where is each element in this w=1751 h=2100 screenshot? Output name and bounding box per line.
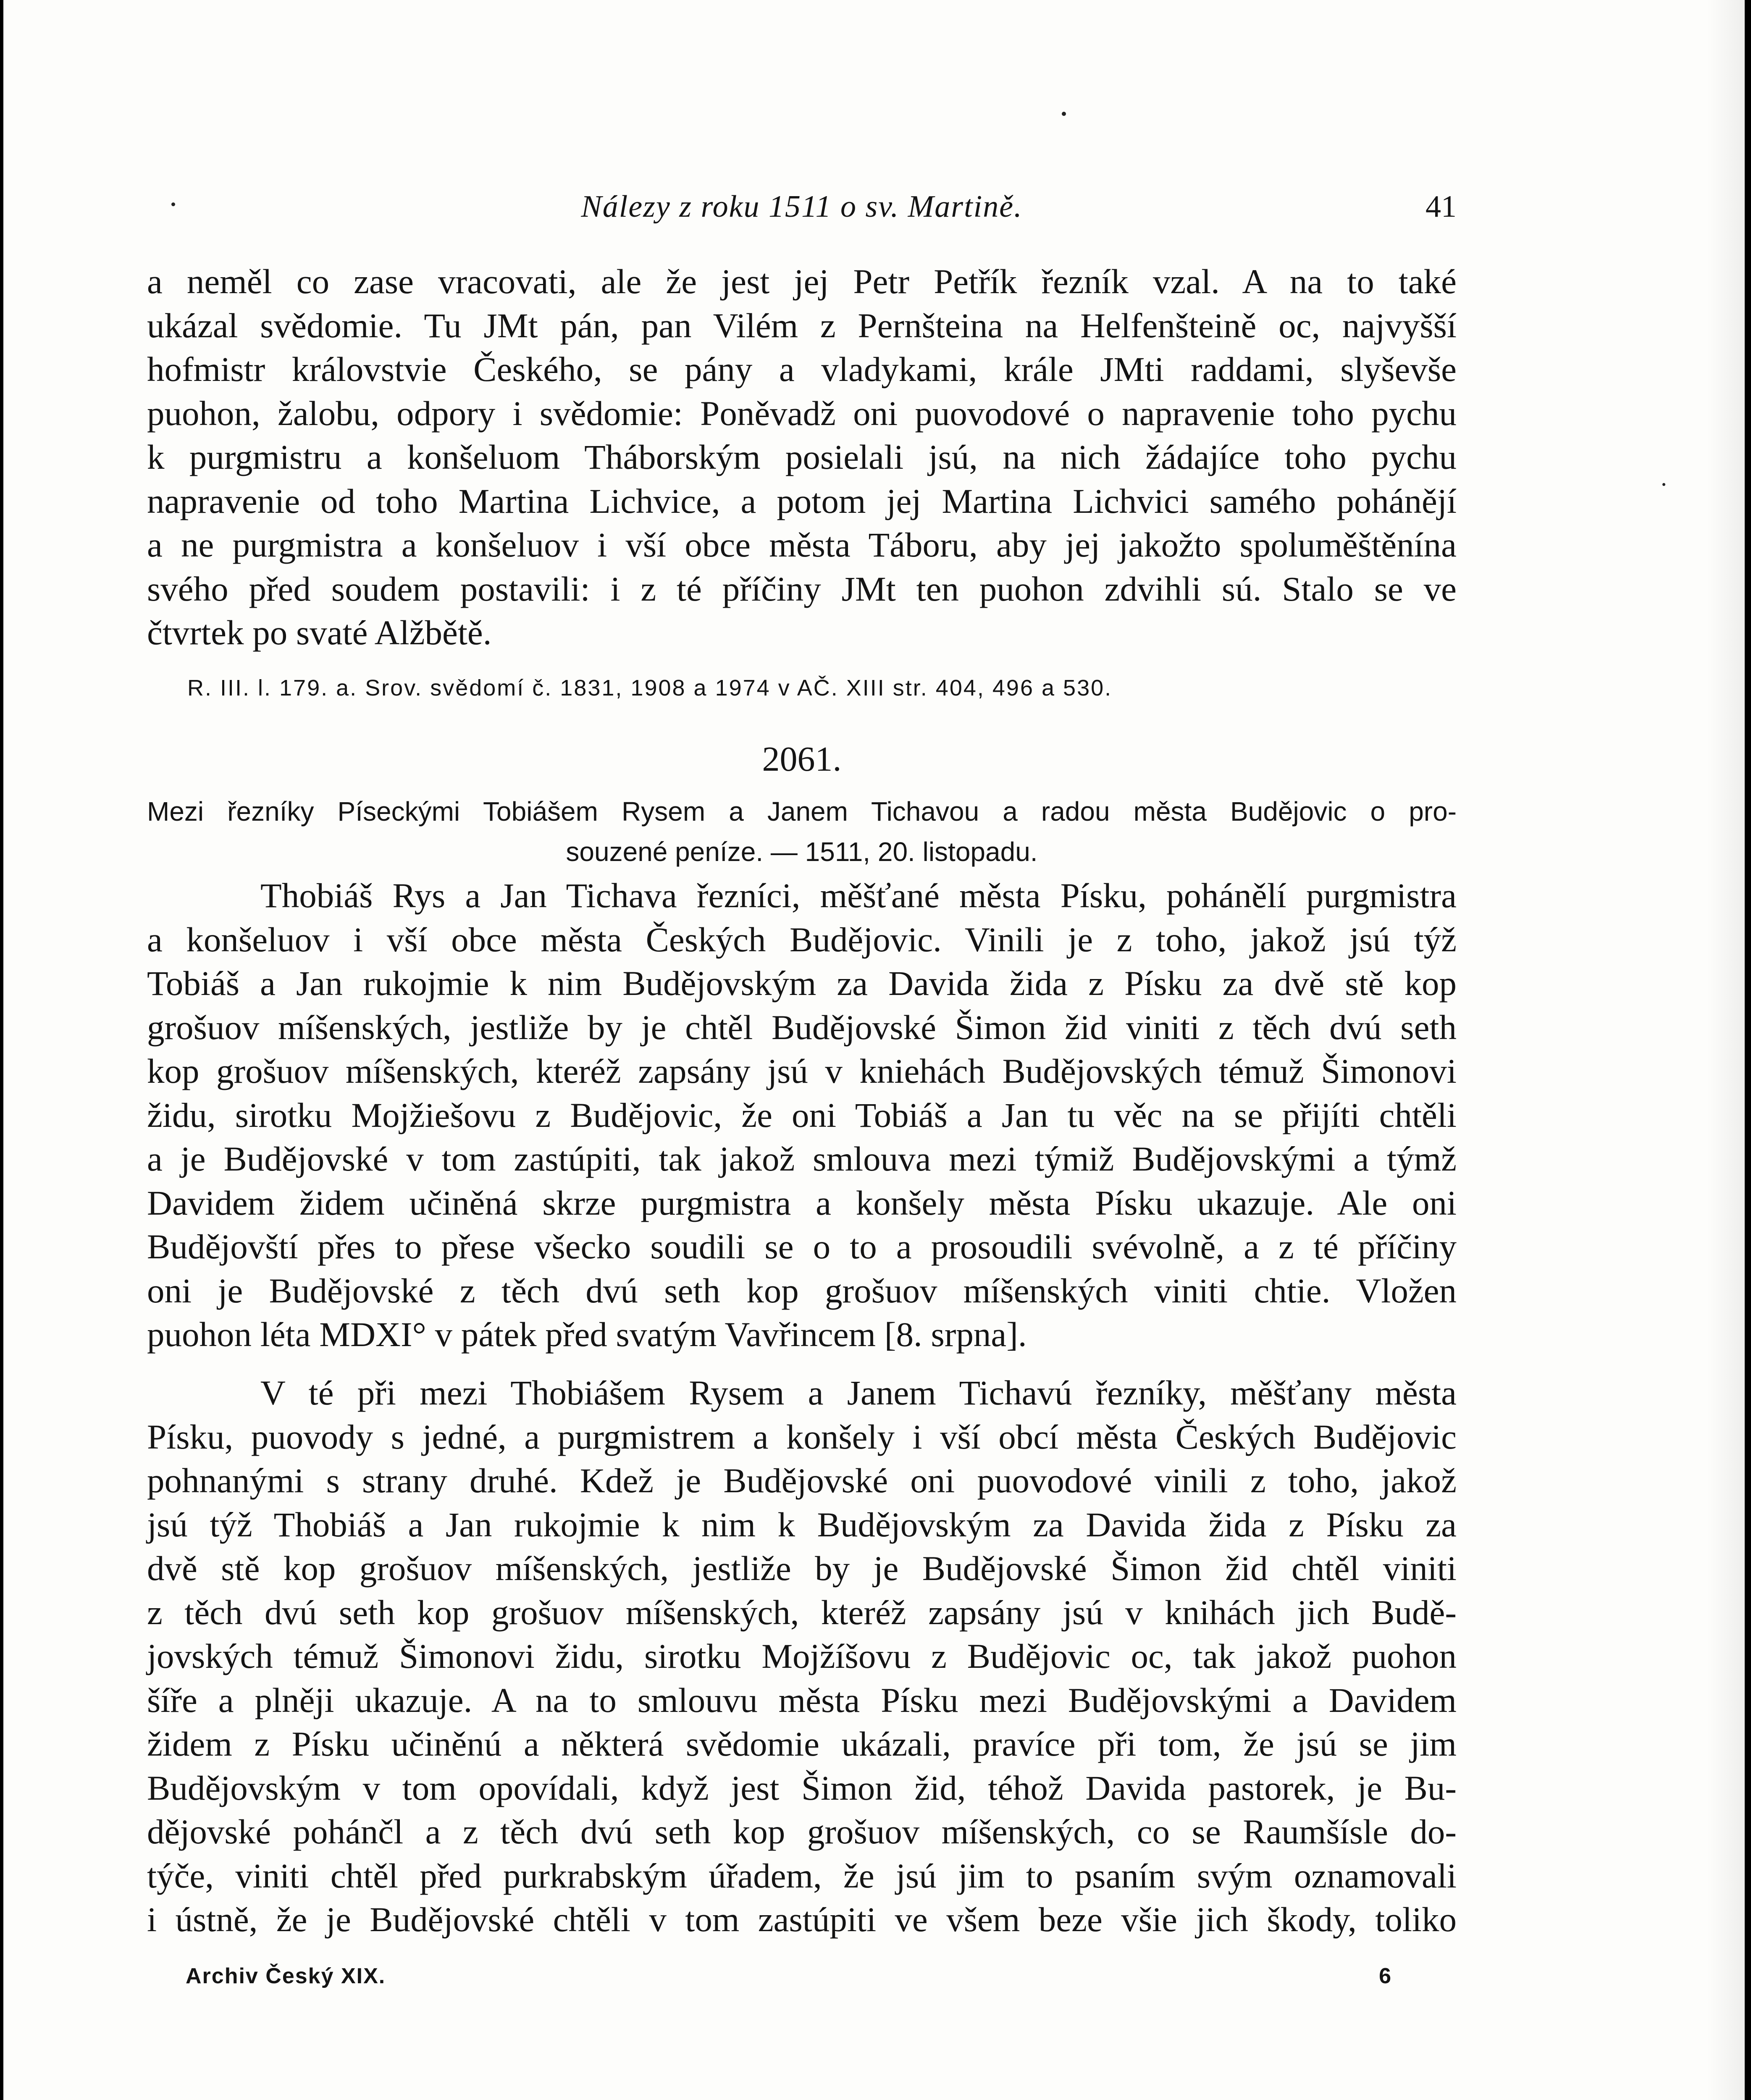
page-header [147, 186, 1457, 236]
text-line: a je Budějovské v tom zastúpiti, tak jakož smlouva mezi týmiž Budějovskými a týmž [147, 1139, 1457, 1178]
text-line: z těch dvú seth kop grošuov míšenských, kteréž zapsány jsú v knihách jich Budě- [147, 1593, 1457, 1632]
text-line: grošuov míšenských, jestliže by je chtěl Budějovské Šimon žid viniti z těch dvú seth [147, 1008, 1457, 1047]
scan-speck [1062, 112, 1066, 116]
text-line: kop grošuov míšenských, kteréž zapsány jsú v kniehách Budějovských témuž Šimonovi [147, 1052, 1457, 1090]
document-page [3, 0, 1745, 2100]
text-line: šíře a plněji ukazuje. A na to smlouvu města Písku mezi Budějovskými a Davidem [147, 1680, 1457, 1719]
text-line: dvě stě kop grošuov míšenských, jestliže by je Budějovské Šimon žid chtěl viniti [147, 1549, 1457, 1588]
regest-line: souzené peníze. — 1511, 20. listopadu. [566, 837, 1038, 867]
volume-signature: Archiv Český XIX. [186, 1964, 386, 1988]
scan-speck [1662, 483, 1665, 486]
text-line: svého před soudem postavili: i z té příčiny JMt ten puohon zdvihli sú. Stalo se ve [147, 569, 1457, 608]
text-line: jsú týž Thobiáš a Jan rukojmie k nim k Budějovským za Davida žida z Písku za [147, 1505, 1457, 1544]
entry-number: 2061. [762, 740, 842, 779]
entry-paragraph-2 [147, 1371, 1457, 1942]
source-note: R. III. l. 179. a. Srov. svědomí č. 1831, 1908 a 1974 v AČ. XIII str. 404, 496 a 530. [187, 675, 1113, 701]
page-number: 41 [1425, 189, 1457, 224]
text-line: Budějovští přes to přese všecko soudili se o to a prosoudili svévolně, a z té příčiny [147, 1227, 1457, 1266]
text-line: Thobiáš Rys a Jan Tichava řezníci, měšťané města Písku, pohánělí purgmistra [260, 876, 1457, 915]
scan-speck [171, 202, 175, 206]
text-line: jovských témuž Šimonovi židu, sirotku Mojžíšovu z Budějovic oc, tak jakož puohon [147, 1637, 1457, 1675]
text-line: židu, sirotku Mojžiešovu z Budějovic, že oni Tobiáš a Jan tu věc na se přijíti chtěli [147, 1095, 1457, 1134]
text-line: Davidem židem učiněná skrze purgmistra a konšely města Písku ukazuje. Ale oni [147, 1183, 1457, 1222]
text-line: k purgmistru a konšeluom Tháborským posielali jsú, na nich žádajíce toho pychu [147, 438, 1457, 476]
running-title: Nálezy z roku 1511 o sv. Martině. [581, 189, 1023, 224]
entry-paragraph-1 [147, 874, 1457, 1357]
page-edge-shadow [1707, 0, 1745, 2100]
text-line: Budějovským v tom opovídali, když jest Šimon žid, téhož Davida pastorek, je Bu- [147, 1768, 1457, 1807]
regest-line: Mezi řezníky Píseckými Tobiášem Rysem a Janem Tichavou a radou města Budějovic o pro- [147, 796, 1457, 827]
continuation-paragraph [147, 260, 1457, 655]
sheet-number: 6 [1379, 1964, 1391, 1988]
text-line: oni je Budějovské z těch dvú seth kop grošuov míšenských viniti chtie. Vložen [147, 1271, 1457, 1310]
text-line: napravenie od toho Martina Lichvice, a potom jej Martina Lichvici samého pohánějí [147, 481, 1457, 520]
text-line: puohon léta MDXI° v pátek před svatým Vavřincem [8. srpna]. [147, 1315, 1027, 1354]
text-line: puohon, žalobu, odpory i svědomie: Poněvadž oni puovodové o napravenie toho pychu [147, 394, 1457, 433]
text-line: týče, viniti chtěl před purkrabským úřadem, že jsú jim to psaním svým oznamovali [147, 1856, 1457, 1895]
text-line: i ústně, že je Budějovské chtěli v tom zastúpiti ve všem beze všie jich škody, toliko [147, 1900, 1457, 1939]
text-line: ukázal svědomie. Tu JMt pán, pan Vilém z Pernšteina na Helfenšteině oc, najvyšší [147, 306, 1457, 345]
text-line: hofmistr královstvie Českého, se pány a vladykami, krále JMti raddami, slyševše [147, 350, 1457, 388]
text-line: Písku, puovody s jedné, a purgmistrem a konšely i vší obcí města Českých Budějovic [147, 1417, 1457, 1456]
text-line: čtvrtek po svaté Alžbětě. [147, 613, 492, 652]
entry-regest [147, 791, 1457, 872]
text-line: a ne purgmistra a konšeluov i vší obce města Táboru, aby jej jakožto spoluměštěnína [147, 525, 1457, 564]
text-line: Tobiáš a Jan rukojmie k nim Budějovským za Davida žida z Písku za dvě stě kop [147, 964, 1457, 1003]
text-line: V té při mezi Thobiášem Rysem a Janem Tichavú řezníky, měšťany města [260, 1373, 1457, 1412]
text-line: a neměl co zase vracovati, ale že jest jej Petr Petřík řezník vzal. A na to také [147, 262, 1457, 301]
text-line: a konšeluov i vší obce města Českých Budějovic. Vinili je z toho, jakož jsú týž [147, 920, 1457, 959]
text-line: dějovské pohánčl a z těch dvú seth kop grošuov míšenských, co se Raumšísle do- [147, 1812, 1457, 1851]
text-line: pohnanými s strany druhé. Kdež je Budějovské oni puovodové vinili z toho, jakož [147, 1461, 1457, 1500]
text-line: židem z Písku učiněnú a některá svědomie ukázali, pravíce při tom, že jsú se jim [147, 1725, 1457, 1763]
